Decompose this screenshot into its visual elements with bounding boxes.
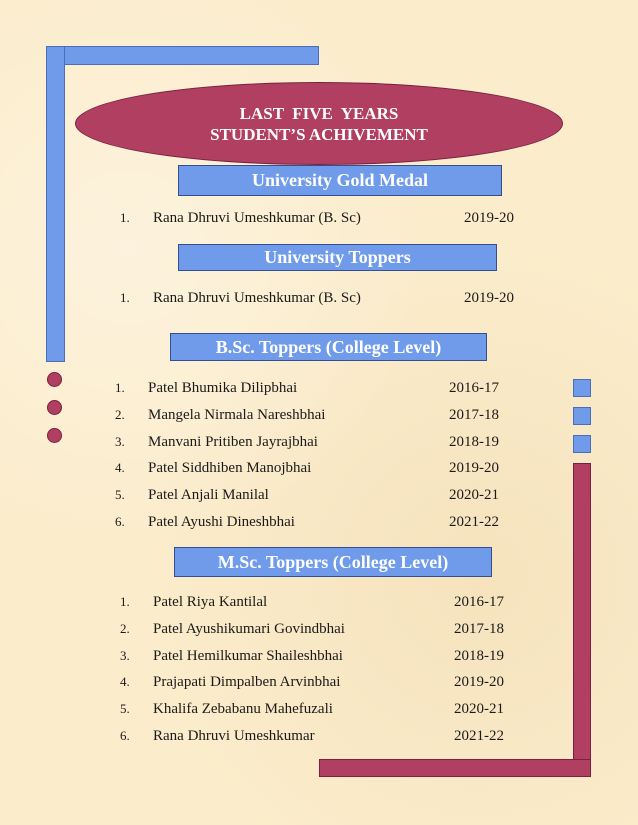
academic-year: 2021-22 xyxy=(449,514,499,530)
list-item xyxy=(115,405,529,425)
list-item xyxy=(120,646,534,666)
list-item xyxy=(115,378,529,398)
list-item xyxy=(115,458,529,478)
student-name: Patel Siddhiben Manojbhai xyxy=(148,460,312,477)
list-item xyxy=(120,726,534,746)
academic-year: 2020-21 xyxy=(449,487,499,504)
academic-year: 2019-20 xyxy=(449,460,499,477)
academic-year: 2017-18 xyxy=(449,406,499,423)
item-number: 4. xyxy=(120,674,130,690)
bsc-toppers-heading: B.Sc. Toppers (College Level) xyxy=(170,333,487,361)
list-item xyxy=(120,699,534,719)
list-item xyxy=(120,208,544,228)
decorative-square xyxy=(573,379,591,397)
student-name: Prajapati Dimpalben Arvinbhai xyxy=(153,674,341,691)
item-number: 6. xyxy=(115,514,125,529)
item-number: 1. xyxy=(120,290,130,305)
university-toppers-heading: University Toppers xyxy=(178,244,497,271)
academic-year: 2020-21 xyxy=(454,701,504,718)
list-item xyxy=(120,288,544,308)
decorative-dot xyxy=(47,400,62,415)
academic-year: 2018-19 xyxy=(449,433,499,450)
decorative-dot xyxy=(47,372,62,387)
title-line-2: STUDENT’S ACHIVEMENT xyxy=(210,124,428,144)
item-number: 2. xyxy=(120,620,130,636)
student-name: Manvani Pritiben Jayrajbhai xyxy=(148,433,318,450)
page-title xyxy=(75,82,563,165)
item-number: 6. xyxy=(120,728,130,743)
item-number: 5. xyxy=(115,487,125,503)
list-item xyxy=(120,672,534,692)
student-name: Patel Bhumika Dilipbhai xyxy=(148,380,298,396)
academic-year: 2019-20 xyxy=(454,674,504,691)
decorative-dot xyxy=(47,428,62,443)
list-item xyxy=(120,592,534,612)
academic-year: 2019-20 xyxy=(464,290,514,306)
student-name: Patel Hemilkumar Shaileshbhai xyxy=(153,647,343,664)
student-name: Khalifa Zebabanu Mahefuzali xyxy=(153,701,333,718)
student-name: Rana Dhruvi Umeshkumar xyxy=(153,728,315,744)
decorative-bar-top xyxy=(46,46,319,65)
academic-year: 2016-17 xyxy=(449,380,499,396)
student-name: Patel Ayushikumari Govindbhai xyxy=(153,620,345,637)
msc-toppers-heading: M.Sc. Toppers (College Level) xyxy=(174,547,492,577)
decorative-bar-bottom xyxy=(319,759,591,777)
gold-medal-heading: University Gold Medal xyxy=(178,165,502,196)
academic-year: 2016-17 xyxy=(454,594,504,610)
item-number: 1. xyxy=(120,210,130,225)
academic-year: 2019-20 xyxy=(464,210,514,226)
item-number: 1. xyxy=(115,380,125,395)
list-item xyxy=(115,512,529,532)
student-name: Patel Riya Kantilal xyxy=(153,594,268,610)
student-name: Patel Anjali Manilal xyxy=(148,487,269,504)
item-number: 5. xyxy=(120,701,130,717)
title-line-1: LAST FIVE YEARS xyxy=(239,103,399,123)
decorative-square xyxy=(573,407,591,425)
item-number: 3. xyxy=(115,433,125,449)
decorative-bar-left xyxy=(46,46,65,362)
student-name: Rana Dhruvi Umeshkumar (B. Sc) xyxy=(153,210,361,226)
item-number: 4. xyxy=(115,460,125,476)
item-number: 1. xyxy=(120,594,130,609)
item-number: 3. xyxy=(120,647,130,663)
list-item xyxy=(115,485,529,505)
decorative-square xyxy=(573,435,591,453)
list-item xyxy=(120,619,534,639)
student-name: Rana Dhruvi Umeshkumar (B. Sc) xyxy=(153,290,361,306)
academic-year: 2017-18 xyxy=(454,620,504,637)
decorative-bar-right xyxy=(573,463,591,777)
item-number: 2. xyxy=(115,406,125,422)
student-name: Mangela Nirmala Nareshbhai xyxy=(148,406,326,423)
student-name: Patel Ayushi Dineshbhai xyxy=(148,514,295,530)
academic-year: 2021-22 xyxy=(454,728,504,744)
list-item xyxy=(115,432,529,452)
academic-year: 2018-19 xyxy=(454,647,504,664)
